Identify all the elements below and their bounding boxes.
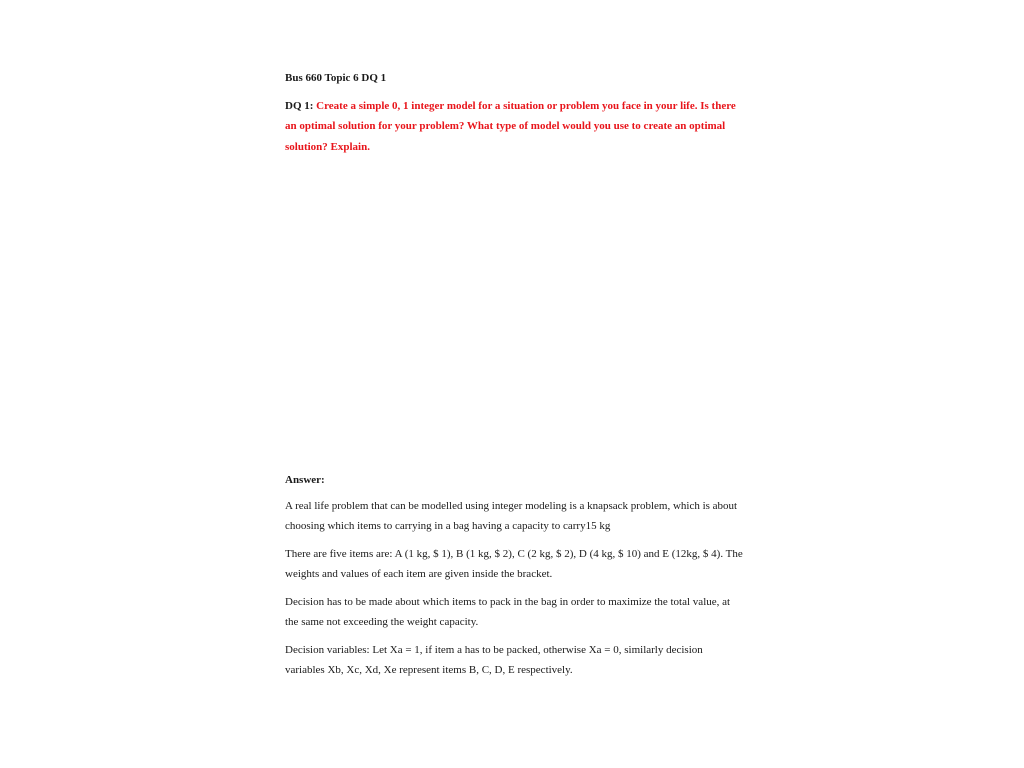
answer-paragraph: A real life problem that can be modelled using integer modeling is a knapsack problem, which is about choosing which items to carrying in a bag having a capacity to carry15 kg bbox=[285, 500, 738, 532]
answer-paragraph: Decision has to be made about which items to pack in the bag in order to maximize the total value, at the same not exceeding the weight capacity. bbox=[285, 596, 731, 628]
discussion-question bbox=[285, 96, 745, 157]
answer-paragraph: Decision variables: Let Xa = 1, if item a has to be packed, otherwise Xa = 0, similarly decision variables Xb, Xc, Xd, Xe represent items B, C, D, E respectively. bbox=[285, 644, 703, 676]
answer-heading: Answer: bbox=[285, 474, 325, 486]
document-title: Bus 660 Topic 6 DQ 1 bbox=[285, 72, 387, 84]
question-label: DQ 1: bbox=[285, 100, 314, 112]
answer-paragraph: There are five items are: A (1 kg, $ 1), B (1 kg, $ 2), C (2 kg, $ 2), D (4 kg, $ 10) and E (12kg, $ 4). The weights and values of each item are given inside the bracket. bbox=[285, 548, 743, 580]
question-text: Create a simple 0, 1 integer model for a situation or problem you face in your life. Is there an optimal solution for your problem? What type of model would you use to create an optimal solution? Explain. bbox=[285, 100, 736, 153]
